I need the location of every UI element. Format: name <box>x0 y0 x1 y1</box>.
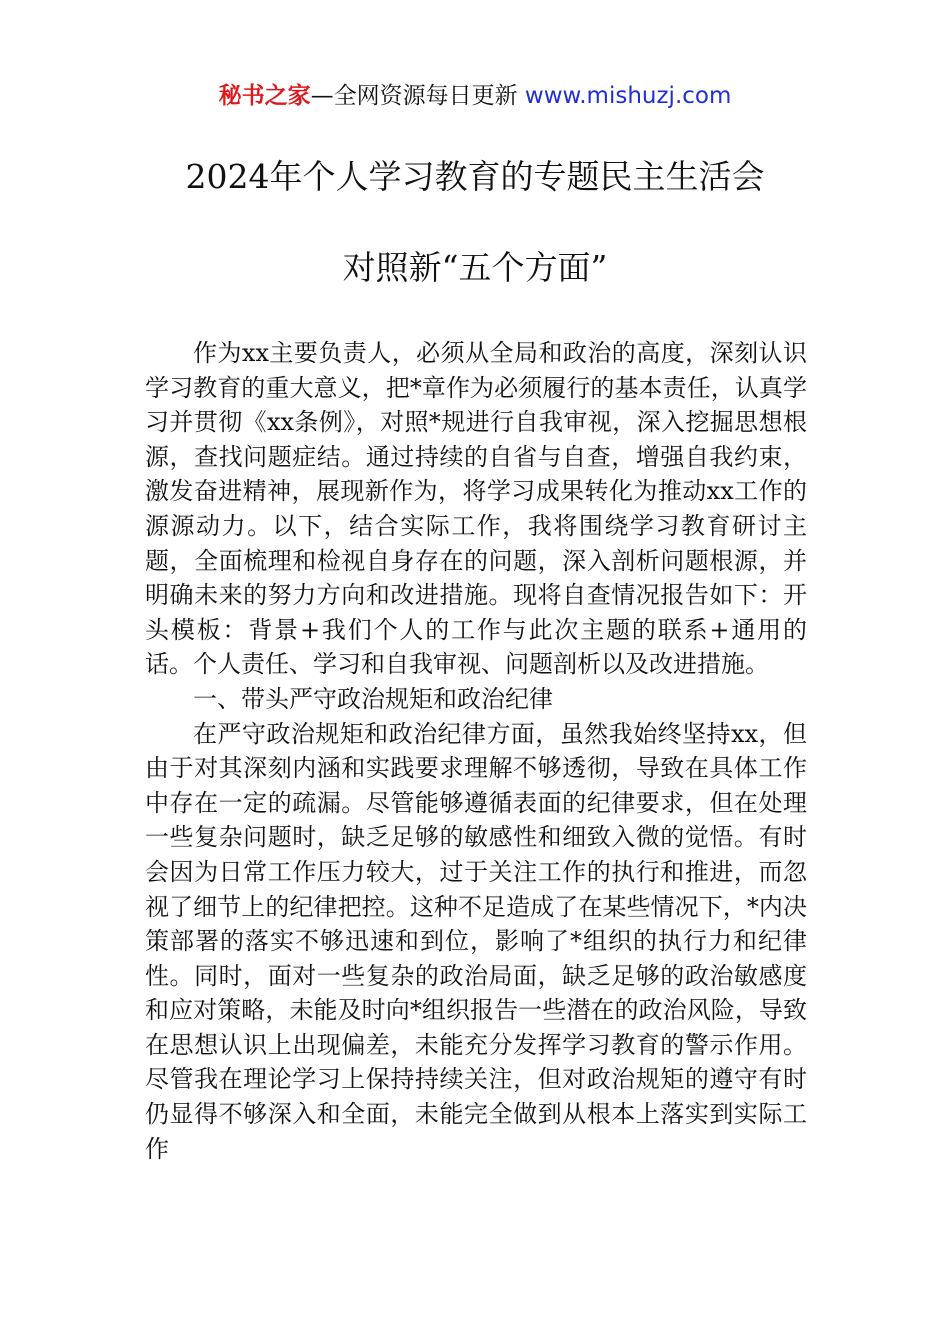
header-tagline: —全网资源每日更新 <box>310 83 525 109</box>
brand-name: 秘书之家 <box>218 83 311 109</box>
document-title-line-1: 2024年个人学习教育的专题民主生活会 <box>185 157 765 196</box>
intro-paragraph: 作为xx主要负责人，必须从全局和政治的高度，深刻认识学习教育的重大意义，把*章作为必须履行的基本责任，认真学习并贯彻《xx条例》，对照*规进行自我审视，深入挖掘思想根源，查找问题症结。通过持续的自省与自查，增强自我约束，激发奋进精神，展现新作为，将学习成果转化为推动xx工作的源源动力。以下，结合实际工作，我将围绕学习教育研讨主题，全面梳理和检视自身存在的问题，深入剖析问题根源，并明确未来的努力方向和改进措施。现将自查情况报告如下：开头模板：背景+我们个人的工作与此次主题的联系+通用的话。个人责任、学习和自我审视、问题剖析以及改进措施。 <box>145 339 807 679</box>
document-title-line-2: 对照新“五个方面” <box>342 248 608 287</box>
section-1-paragraph: 在严守政治规矩和政治纪律方面，虽然我始终坚持xx，但由于对其深刻内涵和实践要求理解不够透彻，导致在具体工作中存在一定的疏漏。尽管能够遵循表面的纪律要求，但在处理一些复杂问题时，缺乏足够的敏感性和细致入微的觉悟。有时会因为日常工作压力较大，过于关注工作的执行和推进，而忽视了细节上的纪律把控。这种不足造成了在某些情况下，*内决策部署的落实不够迅速和到位，影响了*组织的执行力和纪律性。同时，面对一些复杂的政治局面，缺乏足够的政治敏感度和应对策略，未能及时向*组织报告一些潜在的政治风险，导致在思想认识上出现偏差，未能充分发挥学习教育的警示作用。尽管我在理论学习上保持持续关注，但对政治规矩的遵守有时仍显得不够深入和全面，未能完全做到从根本上落实到实际工作 <box>145 719 807 1163</box>
site-header <box>0 80 950 112</box>
document-body <box>145 336 807 1166</box>
site-url-link[interactable]: www.mishuzj.com <box>524 83 732 109</box>
section-heading-1: 一、带头严守政治规矩和政治纪律 <box>193 684 553 713</box>
